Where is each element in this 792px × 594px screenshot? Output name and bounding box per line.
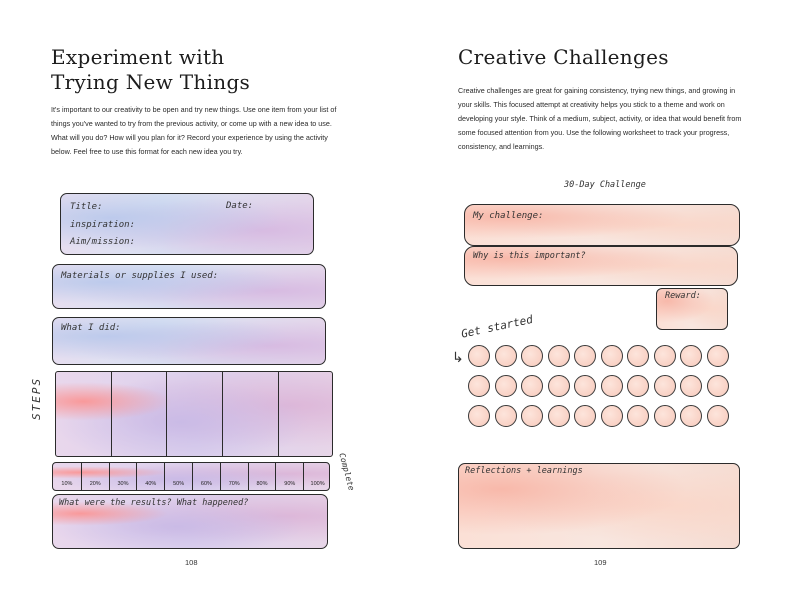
why-important-label: Why is this important? — [473, 251, 586, 261]
get-started-label: Get started — [460, 312, 534, 341]
reflections-box — [458, 463, 740, 549]
day-circle — [654, 405, 676, 427]
progress-tick: 50% — [164, 463, 192, 490]
day-circle — [627, 375, 649, 397]
day-circle — [495, 405, 517, 427]
day-circle — [548, 375, 570, 397]
progress-tick: 40% — [136, 463, 164, 490]
day-circle — [574, 375, 596, 397]
day-circle — [521, 345, 543, 367]
reflections-label: Reflections + learnings — [465, 466, 583, 476]
right-page — [396, 0, 792, 594]
day-tracker-grid — [468, 345, 736, 435]
day-circle — [601, 345, 623, 367]
page-number: 108 — [185, 558, 198, 567]
left-title-line2: Trying New Things — [51, 70, 251, 94]
day-circle — [574, 405, 596, 427]
progress-tick: 90% — [275, 463, 303, 490]
curved-arrow-icon: ↳ — [452, 349, 464, 365]
my-challenge-box — [464, 204, 740, 246]
steps-box — [55, 371, 333, 457]
day-circle — [468, 405, 490, 427]
left-page-title — [51, 45, 250, 95]
day-circle — [680, 345, 702, 367]
step-divider — [166, 372, 167, 456]
day-circle — [654, 375, 676, 397]
aim-mission-label: Aim/mission: — [70, 237, 136, 247]
what-i-did-label: What I did: — [61, 323, 121, 333]
challenge-heading: 30-Day Challenge — [564, 180, 646, 190]
page-number: 109 — [594, 558, 607, 567]
complete-label: Complete — [337, 452, 356, 492]
materials-box — [52, 264, 326, 309]
day-circle — [601, 405, 623, 427]
right-page-title: Creative Challenges — [458, 45, 669, 69]
day-circle — [707, 405, 729, 427]
progress-tick: 100% — [303, 463, 331, 490]
day-circle — [601, 375, 623, 397]
right-page-body: Creative challenges are great for gaining consistency, trying new things, and growing in your skills. This focused attempt at creativity helps you stick to a theme and work on developing your style. Think of a medium, subject, activity, or idea that would benefit from some focused attention from you. Use the following worksheet to track your progress, consistency, and learnings. — [458, 86, 742, 151]
progress-bar — [52, 462, 330, 491]
step-divider — [278, 372, 279, 456]
day-circle — [654, 345, 676, 367]
day-circle — [521, 405, 543, 427]
day-circle — [468, 345, 490, 367]
day-circle — [548, 405, 570, 427]
reward-label: Reward: — [665, 291, 701, 301]
my-challenge-label: My challenge: — [473, 211, 544, 221]
materials-label: Materials or supplies I used: — [61, 271, 219, 281]
reward-box — [656, 288, 728, 330]
title-label: Title: — [70, 202, 103, 212]
inspiration-label: inspiration: — [70, 220, 136, 230]
left-page-body: It's important to our creativity to be open and try new things. Use one item from your list of things you've wanted to try from the previous activity, or come up with a new idea to use. What will you do? How will you plan for it? Record your experience by using the activity below. Feel free to use this format for each new idea you try. — [51, 105, 337, 156]
what-i-did-box — [52, 317, 326, 365]
left-title-line1: Experiment with — [51, 45, 225, 69]
day-circle — [680, 375, 702, 397]
day-circle — [627, 405, 649, 427]
results-label: What were the results? What happened? — [59, 498, 249, 508]
day-circle — [468, 375, 490, 397]
step-divider — [222, 372, 223, 456]
progress-tick: 60% — [192, 463, 220, 490]
date-label: Date: — [226, 201, 254, 211]
steps-label: STEPS — [30, 376, 43, 420]
progress-tick: 70% — [220, 463, 248, 490]
day-circle — [495, 375, 517, 397]
progress-tick: 80% — [248, 463, 276, 490]
step-divider — [111, 372, 112, 456]
results-box — [52, 494, 328, 549]
day-circle — [521, 375, 543, 397]
day-circle — [495, 345, 517, 367]
day-circle — [627, 345, 649, 367]
progress-tick: 30% — [109, 463, 137, 490]
title-info-box — [60, 193, 314, 255]
day-circle — [548, 345, 570, 367]
progress-tick: 20% — [81, 463, 109, 490]
day-circle — [707, 375, 729, 397]
day-circle — [574, 345, 596, 367]
day-circle — [680, 405, 702, 427]
day-circle — [707, 345, 729, 367]
progress-tick: 10% — [61, 481, 73, 487]
why-important-box — [464, 246, 738, 286]
